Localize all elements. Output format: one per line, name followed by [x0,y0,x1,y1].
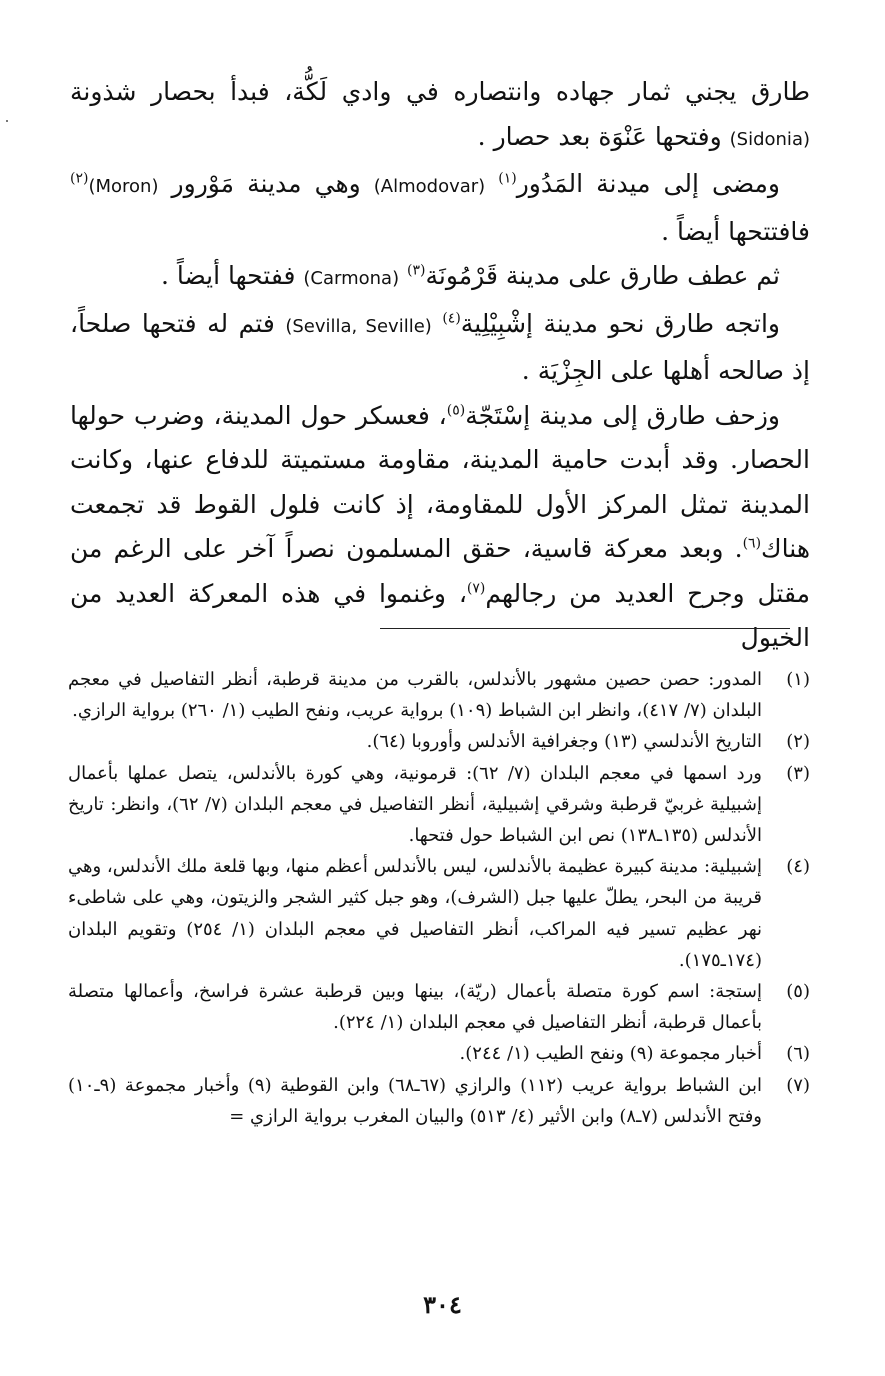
paragraph-text: ففتحها أيضاً . [160,261,304,290]
paragraph-text: ، وغنموا في هذه المعركة العديد من الخيول [70,578,810,652]
footnote-marker: (١) [498,170,517,187]
paragraph-text: ثم عطف طارق على مدينة قَرْمُونَة [425,261,780,290]
footnote-number: (٧) [786,1074,810,1096]
footnote-marker: (٣) [407,262,426,279]
paragraph-text: فتم له فتحها صلحاً، إذ صالحه أهلها على الجِزْيَة . [70,308,810,385]
footnote-item [68,1070,810,1132]
footnote-text: ابن الشباط برواية عريب (١١٢) والرازي (٦٧ـ٦٨) وابن القوطية (٩) وأخبار مجموعة (٩ـ١٠) وفتح الأندلس (٧ـ٨) وابن الأثير (٤/ ٥١٣) والبيان المغرب برواية الرازي = [68,1074,762,1127]
footnote-number: (٥) [786,981,810,1003]
paragraph-text: وفتحها عَنْوَة بعد حصار . [477,121,730,151]
footnote-item [68,976,810,1038]
footnote-item [68,758,810,852]
footnote-number: (٤) [786,856,810,878]
main-text [70,70,810,661]
latin-term: (Sevilla, Seville) [285,315,432,337]
paragraph-2 [70,162,810,254]
footnote-number: (١) [786,669,810,690]
footnote-item [68,1038,810,1069]
footnote-item [68,851,810,976]
footnote-separator [380,628,790,629]
paragraph-text: واتجه طارق نحو مدينة إشْبِيْلِية [460,308,780,338]
footnotes [68,664,810,1132]
footnote-marker: (٤) [442,310,461,327]
footnote-text: أخبار مجموعة (٩) ونفح الطيب (١/ ٢٤٤). [459,1043,762,1065]
latin-term: (Sidonia) [729,128,810,150]
paragraph-3 [70,254,810,302]
paragraph-text: فافتتحها أيضاً . [661,216,810,246]
paragraph-4 [70,302,810,394]
footnote-item [68,664,810,726]
scan-speck [6,120,8,122]
footnote-marker: (٥) [446,402,466,419]
footnote-number: (٣) [786,762,810,784]
footnote-text: التاريخ الأندلسي (١٣) وجغرافية الأندلس وأوروبا (٦٤). [366,731,762,753]
footnote-text: ورد اسمها في معجم البلدان (٧/ ٦٢): قرمونية، وهي كورة بالأندلس، يتصل عملها بأعمال إشبيلية غربيّ قرطبة وشرقي إشبيلية، أنظر التفاصيل في معجم البلدان (٧/ ٦٢)، وانظر: تاريخ الأندلس (١٣٥ـ١٣٨) نص ابن الشباط حول فتحها. [68,762,762,847]
footnote-text: إستجة: اسم كورة متصلة بأعمال (ريّة)، بينها وبين قرطبة عشرة فراسخ، وأعمالها متصلة بأعمال قرطبة، أنظر التفاصيل في معجم البلدان (١/ ٢٢٤). [68,981,762,1034]
footnote-number: (٢) [786,731,810,753]
footnote-marker: (٧) [466,580,486,597]
footnote-text: إشبيلية: مدينة كبيرة عظيمة بالأندلس، ليس بالأندلس أعظم منها، وبها قلعة ملك الأندلس، وهي قريبة من البحر، يطلّ عليها جبل (الشرف)، وهو جبل كثير الشجر والزيتون، وهي على شاطىء نهر عظيم تسير فيه المراكب، أنظر التفاصيل في معجم البلدان (١/ ٢٥٤) وتقويم البلدان (١٧٤ـ١٧٥). [68,856,763,971]
footnote-marker: (٢) [70,170,89,187]
page-number: ٣٠٤ [423,1290,462,1319]
paragraph-text: طارق يجني ثمار جهاده وانتصاره في وادي لَكُّة، فبدأ بحصار شذونة [70,77,810,106]
latin-term: (Moron) [88,176,159,197]
paragraph-1 [70,70,810,162]
footnote-text: المدور: حصن حصين مشهور بالأندلس، بالقرب من مدينة قرطبة، أنظر التفاصيل في معجم البلدان (٧/ ٤١٧)، وانظر ابن الشباط (١٠٩) برواية عريب، ونفح الطيب (١/ ٢٦٠) برواية الرازي. [68,669,762,722]
latin-term: (Almodovar) [373,176,486,197]
footnote-item [68,726,810,757]
latin-term: (Carmona) [303,268,400,289]
paragraph-text: . وبعد معركة قاسية، حقق المسلمون نصراً آخر على الرغم من مقتل وجرح العديد من رجالهم [70,534,810,608]
paragraph-text: ومضى إلى ميدنة المَدُور [516,169,780,198]
paragraph-text: ، فعسكر حول المدينة، وضرب حولها الحصار. وقد أبدت حامية المدينة، مقاومة مستميتة للدفاع عنها، وكانت المدينة تمثل المركز الأول للمقاومة، إذ كانت فلول القوط قد تجمعت هناك [70,400,810,563]
footnote-marker: (٦) [742,535,762,552]
footnote-number: (٦) [786,1043,810,1065]
paragraph-text: وهي مدينة مَوْرور [158,169,374,198]
paragraph-text: وزحف طارق إلى مدينة إسْتَجّة [465,400,780,430]
paragraph-5 [70,394,810,661]
